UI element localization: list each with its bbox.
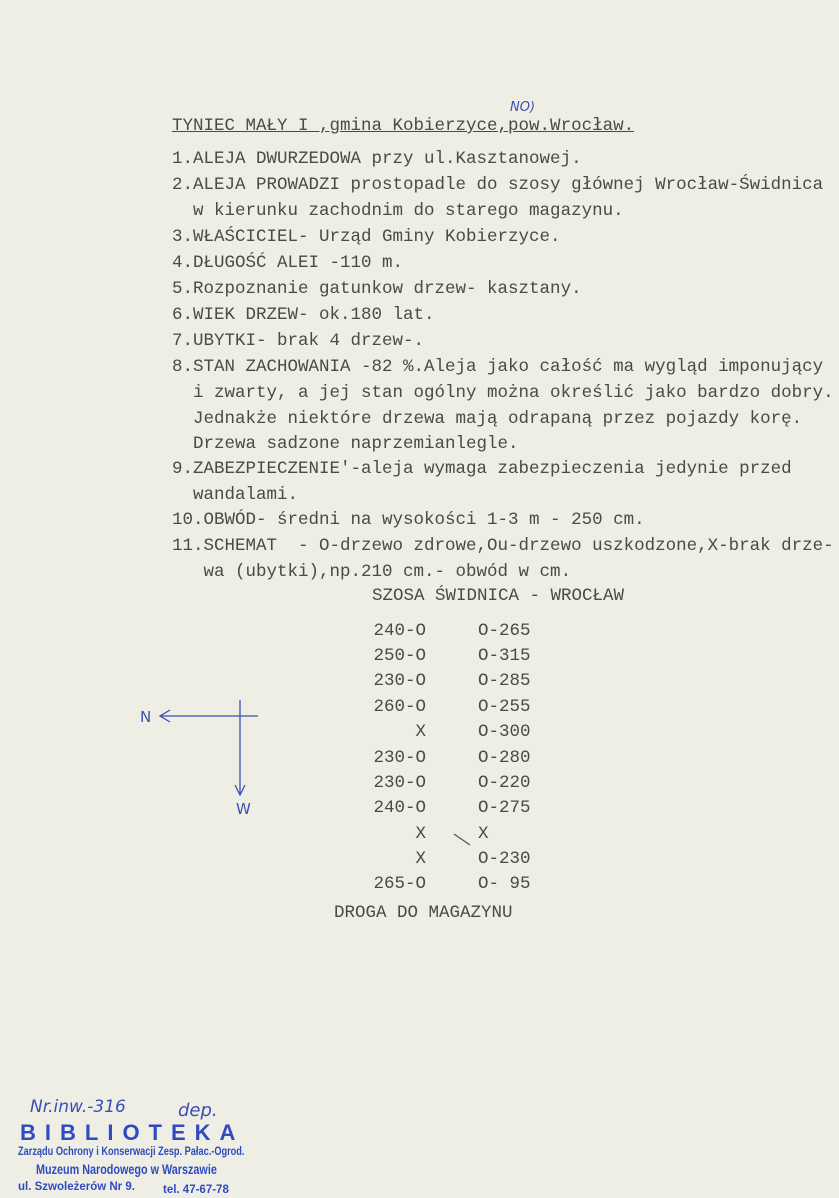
tree-left: X bbox=[415, 722, 426, 742]
tree-left: 260-O bbox=[373, 697, 426, 717]
tree-left: 265-O bbox=[373, 874, 426, 894]
compass-arrows-icon bbox=[150, 695, 270, 805]
tree-left: X bbox=[415, 824, 426, 844]
tree-left: 240-O bbox=[373, 798, 426, 818]
tree-left: X bbox=[415, 849, 426, 869]
stamp-line: Muzeum Narodowego w Warszawie bbox=[36, 1162, 217, 1177]
body-line: 5.Rozpoznanie gatunkow drzew- kasztany. bbox=[172, 279, 582, 299]
handwritten-dep: dep. bbox=[178, 1100, 218, 1121]
body-line: 1.ALEJA DWURZEDOWA przy ul.Kasztanowej. bbox=[172, 149, 582, 169]
document-title: TYNIEC MAŁY I ,gmina Kobierzyce,pow.Wrocław. bbox=[172, 116, 635, 136]
tree-right: O-300 bbox=[478, 722, 531, 742]
body-line: 9.ZABEZPIECZENIE'-aleja wymaga zabezpieczenia jedynie przed bbox=[172, 459, 792, 479]
tree-right: O-285 bbox=[478, 671, 531, 691]
compass-north-label: N bbox=[140, 708, 152, 726]
body-line: wa (ubytki),np.210 cm.- obwód w cm. bbox=[172, 562, 572, 582]
tree-right: X bbox=[478, 824, 489, 844]
road-label-bottom: DROGA DO MAGAZYNU bbox=[334, 903, 513, 923]
body-line: 4.DŁUGOŚĆ ALEI -110 m. bbox=[172, 253, 404, 273]
body-line: 7.UBYTKI- brak 4 drzew-. bbox=[172, 331, 425, 351]
tree-right: O-230 bbox=[478, 849, 531, 869]
body-line: Drzewa sadzone naprzemianlegle. bbox=[172, 434, 519, 454]
tree-left: 230-O bbox=[373, 773, 426, 793]
tree-left: 250-O bbox=[373, 646, 426, 666]
handwritten-inventory-number: Nr.inw.-316 bbox=[30, 1097, 126, 1117]
tree-left: 230-O bbox=[373, 671, 426, 691]
body-line: wandalami. bbox=[172, 485, 299, 505]
handwritten-note: NO) bbox=[510, 100, 536, 115]
body-line: 11.SCHEMAT - O-drzewo zdrowe,Ou-drzewo uszkodzone,X-brak drze- bbox=[172, 536, 834, 556]
tree-right: O-265 bbox=[478, 621, 531, 641]
tree-right: O-220 bbox=[478, 773, 531, 793]
body-line: Jednakże niektóre drzewa mają odrapaną przez pojazdy korę. bbox=[172, 409, 803, 429]
body-line: 2.ALEJA PROWADZI prostopadle do szosy głównej Wrocław-Świdnica bbox=[172, 175, 824, 195]
tree-right: O-275 bbox=[478, 798, 531, 818]
body-line: 10.OBWÓD- średni na wysokości 1-3 m - 250 cm. bbox=[172, 510, 645, 530]
stamp-line: ul. Szwoleżerów Nr 9. bbox=[18, 1181, 135, 1193]
tree-right: O- 95 bbox=[478, 874, 531, 894]
compass-west-label: W bbox=[236, 800, 251, 818]
body-line: 8.STAN ZACHOWANIA -82 %.Aleja jako całość ma wygląd imponujący bbox=[172, 357, 824, 377]
road-label-top: SZOSA ŚWIDNICA - WROCŁAW bbox=[372, 586, 625, 606]
stamp-line: tel. 47-67-78 bbox=[163, 1184, 229, 1196]
stamp-title: BIBLIOTEKA bbox=[20, 1120, 245, 1145]
body-line: 6.WIEK DRZEW- ok.180 lat. bbox=[172, 305, 435, 325]
body-line: w kierunku zachodnim do starego magazynu. bbox=[172, 201, 624, 221]
body-line: 3.WŁAŚCICIEL- Urząd Gminy Kobierzyce. bbox=[172, 227, 561, 247]
stamp-line: Zarządu Ochrony i Konserwacji Zesp. Pałac.-Ogrod. bbox=[18, 1146, 245, 1158]
tick-mark bbox=[452, 832, 474, 848]
tree-right: O-255 bbox=[478, 697, 531, 717]
body-line: i zwarty, a jej stan ogólny można określić jako bardzo dobry. bbox=[172, 383, 834, 403]
tree-right: O-280 bbox=[478, 748, 531, 768]
tree-right: O-315 bbox=[478, 646, 531, 666]
tree-left: 230-O bbox=[373, 748, 426, 768]
tree-left: 240-O bbox=[373, 621, 426, 641]
